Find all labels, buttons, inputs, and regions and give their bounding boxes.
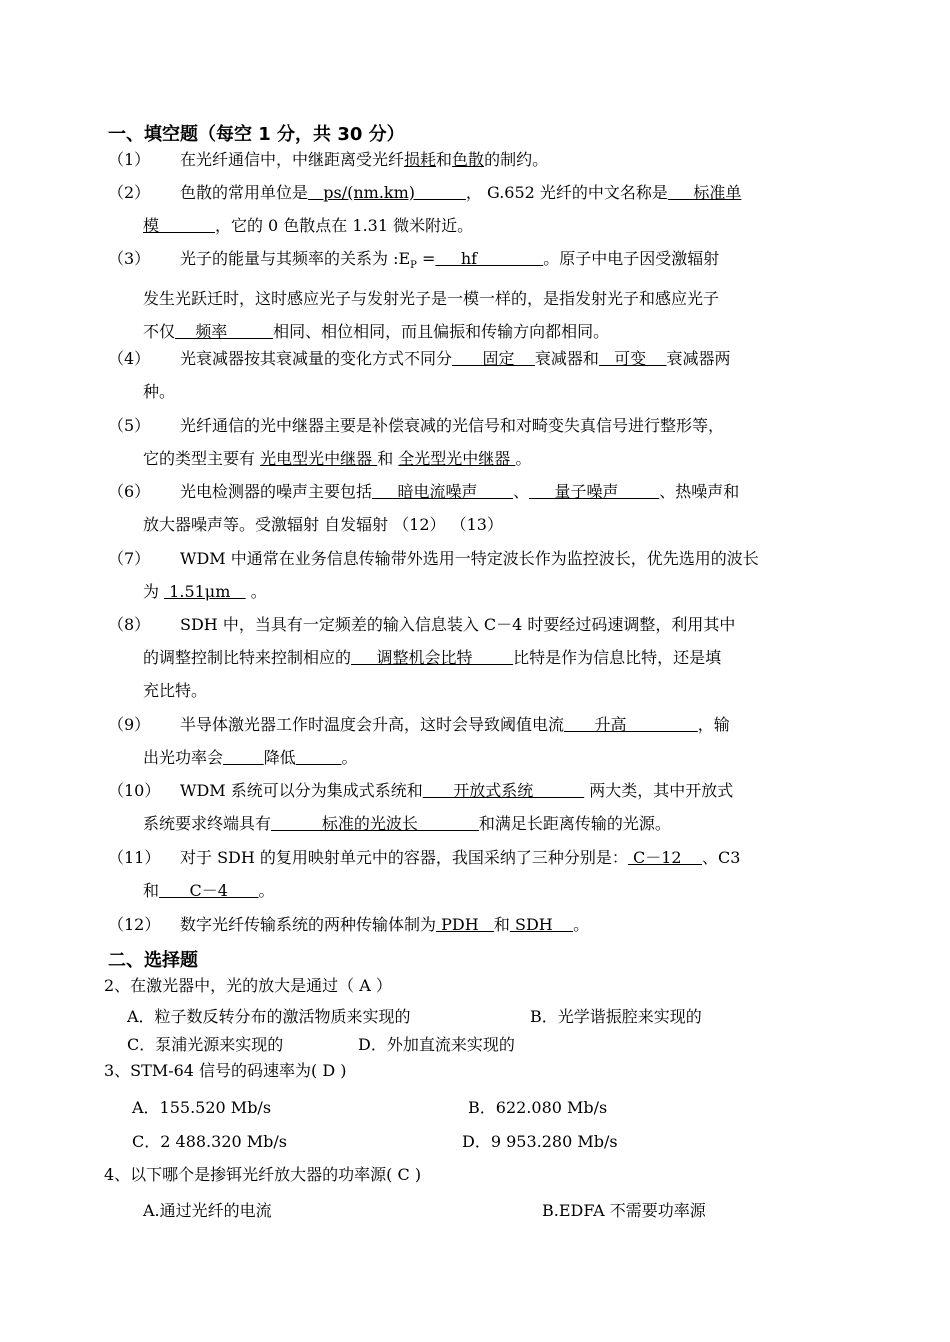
question-number: （6） bbox=[108, 482, 151, 501]
question-number: （5） bbox=[108, 416, 151, 435]
answer-blank: 光电型光中继器 bbox=[260, 449, 378, 468]
mc-option-d: D．9 953.280 Mb/s bbox=[462, 1132, 618, 1151]
question-8: （8） SDH 中，当具有一定频差的输入信息装入 C－4 时要经过码速调整，利用其中 的调整控制比特来控制相应的 调整机会比特 比特是作为信息比特，还是填 充比特。 bbox=[108, 608, 848, 707]
answer-blank: 损耗 bbox=[404, 150, 437, 169]
question-number: （2） bbox=[108, 183, 151, 202]
answer-blank bbox=[296, 748, 342, 767]
question-number: （4） bbox=[108, 349, 151, 368]
answer-blank: 升高 bbox=[564, 715, 698, 734]
answer-blank: C－12 bbox=[627, 848, 702, 867]
question-1: （1） 在光纤通信中，中继距离受光纤损耗和色散的制约。 bbox=[108, 143, 848, 176]
answer-blank: 1.51μm bbox=[164, 582, 246, 601]
answer-blank: 可变 bbox=[598, 349, 667, 368]
answer-blank: 调整机会比特 bbox=[351, 648, 514, 667]
question-number: （10） bbox=[108, 781, 161, 800]
section2-title: 二、选择题 bbox=[108, 950, 198, 971]
answer-blank: 全光型光中继器 bbox=[398, 449, 516, 468]
mc-question-3-stem: 3、STM-64 信号的码速率为( D ) bbox=[104, 1061, 347, 1080]
answer-blank: hf bbox=[435, 249, 544, 268]
question-6: （6） 光电检测器的噪声主要包括 暗电流噪声 、 量子噪声 、热噪声和 放大器噪声等。受激辐射 自发辐射 （12） （13） bbox=[108, 475, 848, 541]
answer-blank: 色散 bbox=[452, 150, 485, 169]
answer-blank: 标准的光波长 bbox=[271, 814, 479, 833]
answer-blank: PDH bbox=[436, 915, 494, 934]
mc-question-4-stem: 4、以下哪个是掺铒光纤放大器的功率源( C ) bbox=[104, 1165, 422, 1184]
mc-option-c: C．2 488.320 Mb/s bbox=[132, 1132, 287, 1151]
question-11: （11） 对于 SDH 的复用映射单元中的容器，我国采纳了三种分别是： C－12 、C3 和 C－4 。 bbox=[108, 841, 848, 907]
answer-blank: 频率 bbox=[175, 322, 274, 342]
answer-blank bbox=[223, 748, 264, 767]
answer-blank: C－4 bbox=[159, 881, 259, 900]
answer-blank: 固定 bbox=[452, 349, 535, 368]
mc-option-a: A．155.520 Mb/s bbox=[132, 1098, 272, 1117]
section1-title: 一、填空题（每空 1 分，共 30 分） bbox=[108, 124, 405, 145]
mc-option-b: B．622.080 Mb/s bbox=[468, 1098, 608, 1117]
answer-blank: SDH bbox=[509, 915, 574, 934]
mc-option-d: D．外加直流来实现的 bbox=[358, 1035, 515, 1054]
question-number: （9） bbox=[108, 715, 151, 734]
answer-blank: 暗电流噪声 bbox=[372, 482, 514, 501]
answer-blank: 模 bbox=[143, 216, 215, 235]
mc-question-2-stem: 2、在激光器中，光的放大是通过（ A ） bbox=[104, 976, 392, 995]
question-number: （12） bbox=[108, 915, 161, 934]
question-7: （7） WDM 中通常在业务信息传输带外选用一特定波长作为监控波长，优先选用的波长 为 1.51μm 。 bbox=[108, 542, 848, 608]
answer-blank: 量子噪声 bbox=[529, 482, 660, 501]
mc-option-c: C．泵浦光源来实现的 bbox=[127, 1035, 284, 1054]
question-9: （9） 半导体激光器工作时温度会升高，这时会导致阈值电流 升高 ，输 出光功率会 降低 。 bbox=[108, 708, 848, 774]
question-number: （7） bbox=[108, 549, 151, 568]
question-4: （4） 光衰减器按其衰减量的变化方式不同分 固定 衰减器和 可变 衰减器两 种。 bbox=[108, 342, 848, 408]
mc-option-a: A.通过光纤的电流 bbox=[143, 1201, 272, 1220]
question-10: （10） WDM 系统可以分为集成式系统和 开放式系统 两大类，其中开放式 系统要求终端具有 标准的光波长 和满足长距离传输的光源。 bbox=[108, 774, 848, 840]
question-number: （11） bbox=[108, 848, 161, 867]
question-3: （3） 光子的能量与其频率的关系为 $:E_P$ = hf 。原子中电子因受激辐射 发生光跃迁时，这时感应光子与发射光子是一模一样的，是指发射光子和感应光子 不仅 频率 相同、相位相同，而且偏振和传输方向都相同。 bbox=[108, 242, 848, 348]
answer-blank: 标准单 bbox=[667, 183, 742, 202]
question-number: （8） bbox=[108, 615, 151, 634]
question-5: （5） 光纤通信的光中继器主要是补偿衰减的光信号和对畸变失真信号进行整形等， 它的类型主要有 光电型光中继器 和 全光型光中继器 。 bbox=[108, 409, 848, 475]
question-2: （2） 色散的常用单位是 ps/(nm.km) ， G.652 光纤的中文名称是 标准单 模 ，它的 0 色散点在 1.31 微米附近。 bbox=[108, 176, 848, 242]
answer-blank: ps/(nm.km) bbox=[308, 183, 466, 202]
answer-blank: 开放式系统 bbox=[422, 781, 585, 800]
mc-option-b: B．光学谐振腔来实现的 bbox=[530, 1007, 702, 1026]
mc-option-b: B.EDFA 不需要功率源 bbox=[542, 1201, 706, 1220]
question-number: （3） bbox=[108, 249, 151, 268]
question-12: （12） 数字光纤传输系统的两种传输体制为 PDH 和 SDH 。 bbox=[108, 908, 848, 941]
mc-option-a: A．粒子数反转分布的激活物质来实现的 bbox=[127, 1007, 411, 1026]
question-number: （1） bbox=[108, 150, 151, 169]
